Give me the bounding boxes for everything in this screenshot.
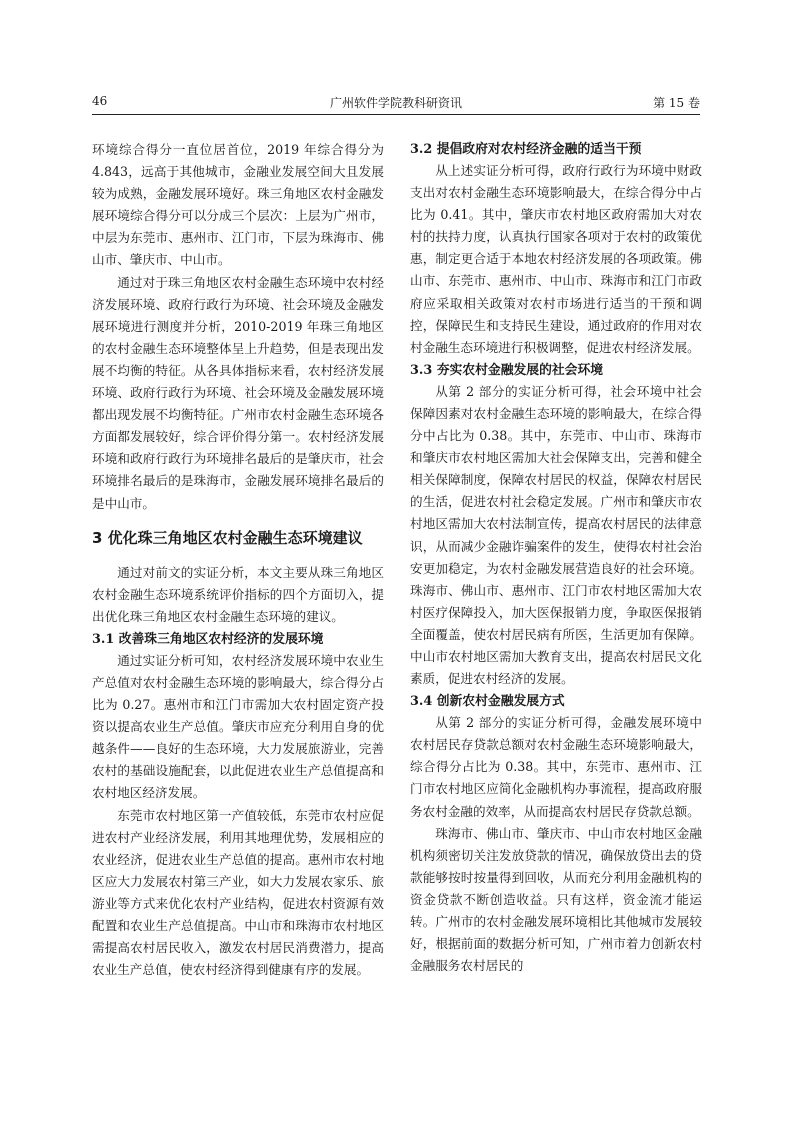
paragraph-section3-intro: 通过对前文的实证分析，本文主要从珠三角地区农村金融生态环境系统评价指标的四个方面切入，提出优化珠三角地区农村金融生态环境的建议。 [92, 564, 384, 624]
subsection-3-1-heading: 3.1 改善珠三角地区农村经济的发展环境 [92, 631, 324, 647]
journal-title: 广州软件学院教科研资讯 [329, 96, 462, 110]
paragraph-3-3: 从第 2 部分的实证分析可得，社会环境中社会保障因素对农村金融生态环境的影响最大，在综合得分中占比为 0.38。其中，东莞市、中山市、珠海市和肇庆市农村地区需加大社会保障支出，完善和健全相关保障制度，保障农村居民的权益，保障农村居民的生活，促进农村社会稳定发展。广州市和肇庆市农村地区需加大农村法制宣传，提高农村居民的法律意识，从而减少金融诈骗案件的发生，使得农村社会治安更加稳定，为农村金融发展营造良好的社会环境。珠海市、佛山市、惠州市、江门市农村地区需加大农村医疗保障投入，加大医保报销力度，争取医保报销全面覆盖，使农村居民病有所医，生活更加有保障。中山市农村地区需加大教育支出，提高农村居民文化素质，促进农村经济的发展。 [410, 383, 702, 687]
paragraph-continued: 环境综合得分一直位居首位，2019 年综合得分为 4.843，远高于其他城市，金融业发展空间大且发展较为成熟，金融发展环境好。珠三角地区农村金融发展环境综合得分可以分成三个层次：上层为广州市，中层为东莞市、惠州市、江门市，下层为珠海市、佛山市、肇庆市、中山市。 [92, 142, 384, 268]
paragraph-summary: 通过对于珠三角地区农村金融生态环境中农村经济发展环境、政府行政行为环境、社会环境及金融发展环境进行测度并分析，2010-2019 年珠三角地区的农村金融生态环境整体呈上升趋势，但是表现出发展不均衡的特征。从各具体指标来看，农村经济发展环境、政府行政行为环境、社会环境及金融发展环境都出现发展不均衡特征。广州市农村金融生态环境各方面都发展较好，综合评价得分第一。农村经济发展环境和政府行政行为环境排名最后的是肇庆市，社会环境排名最后的是珠海市，金融发展环境排名最后的是中山市。 [92, 274, 384, 511]
subsection-3-2-heading: 3.2 提倡政府对农村经济金融的适当干预 [410, 142, 642, 157]
paragraph-3-1-a: 通过实证分析可知，农村经济发展环境中农业生产总值对农村金融生态环境的影响最大，综合得分占比为 0.27。惠州市和江门市需加大农村固定资产投资以提高农业生产总值。肇庆市应充分利用自身的优越条件——良好的生态环境，大力发展旅游业，完善农村的基础设施配套，以此促进农业生产总值提高和农村地区经济发展。 [92, 652, 384, 801]
section-3-heading: 3 优化珠三角地区农村金融生态环境建议 [92, 528, 363, 547]
subsection-3-3-heading: 3.3 夯实农村金融发展的社会环境 [410, 362, 604, 378]
paragraph-3-4-b: 珠海市、佛山市、肇庆市、中山市农村地区金融机构须密切关注发放贷款的情况，确保放贷出去的贷款能够按时按量得到回收，从而充分利用金融机构的资金贷款不断创造收益。只有这样，资金流才能运转。广州市的农村金融发展环境相比其他城市发展较好，根据前面的数据分析可知，广州市着力创新农村金融服务农村居民的 [410, 825, 702, 974]
subsection-3-4-heading: 3.4 创新农村金融发展方式 [410, 694, 565, 710]
right-column [410, 139, 702, 977]
paragraph-3-2: 从上述实证分析可得，政府行政行为环境中财政支出对农村金融生态环境影响最大，在综合得分中占比为 0.41。其中，肇庆市农村地区政府需加大对农村的扶持力度，认真执行国家各项对于农村的政策优惠，制定更合适于本地农村经济发展的各项政策。佛山市、东莞市、惠州市、中山市、珠海市和江门市政府应采取相关政策对农村市场进行适当的干预和调控，保障民生和支持民生建设，通过政府的作用对农村金融生态环境进行积极调整，促进农村经济发展。 [410, 163, 702, 355]
paragraph-3-4-a: 从第 2 部分的实证分析可得，金融发展环境中农村居民存贷款总额对农村金融生态环境影响最大，综合得分占比为 0.38。其中，东莞市、惠州市、江门市农村地区应简化金融机构办事流程，提高政府服务农村金融的效率，从而提高农村居民存贷款总额。 [410, 715, 702, 819]
running-header [92, 92, 700, 115]
volume-label: 第 15 卷 [653, 96, 700, 110]
left-column [92, 139, 384, 981]
page-number: 46 [92, 94, 108, 108]
paragraph-3-1-b: 东莞市农村地区第一产值较低，东莞市农村应促进农村产业经济发展，利用其地理优势，发展相应的农业经济，促进农业生产总值的提高。惠州市农村地区应大力发展农村第三产业，如大力发展农家乐、旅游业等方式来优化农村产业结构，促进农村资源有效配置和农业生产总值提高。中山市和珠海市农村地区需提高农村居民收入，激发农村居民消费潜力，提高农业生产总值，使农村经济得到健康有序的发展。 [92, 807, 384, 978]
